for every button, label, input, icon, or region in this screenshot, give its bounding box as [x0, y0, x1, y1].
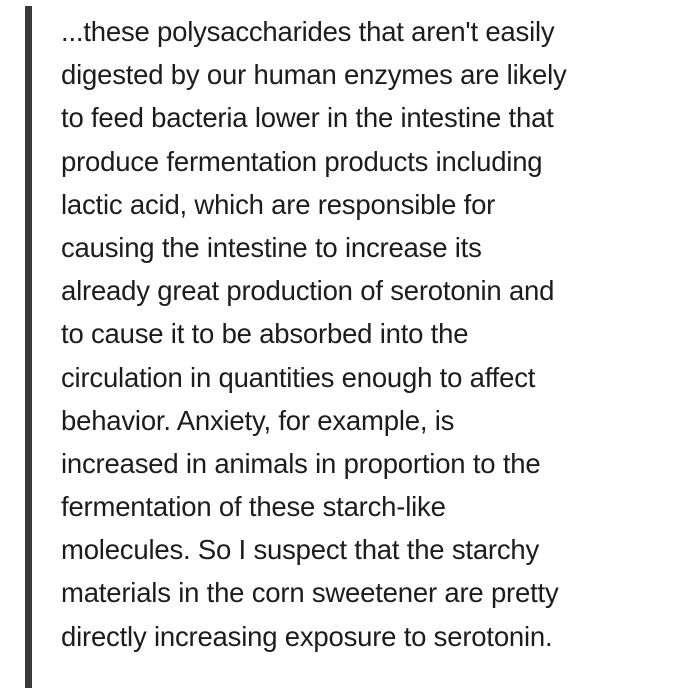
quote-line: digested by our human enzymes are likely	[61, 59, 567, 91]
quote-line: causing the intestine to increase its	[61, 231, 482, 263]
quote-line: increased in animals in proportion to the	[61, 447, 541, 479]
quote-line: molecules. So I suspect that the starchy	[61, 534, 540, 566]
quote-line: behavior. Anxiety, for example, is	[61, 404, 455, 436]
quote-line: lactic acid, which are responsible for	[61, 188, 496, 220]
quote-line: materials in the corn sweetener are pretty	[61, 577, 559, 609]
quote-line: to feed bacteria lower in the intestine that	[61, 102, 554, 134]
quote-line: fermentation of these starch-like	[61, 491, 446, 523]
quote-line: circulation in quantities enough to affect	[61, 361, 536, 393]
quote-text	[61, 10, 661, 658]
quote-bar	[25, 6, 32, 688]
quote-line: produce fermentation products including	[61, 145, 543, 177]
quote-line: directly increasing exposure to serotonin.	[61, 620, 553, 652]
quote-line: already great production of serotonin and	[61, 275, 555, 307]
quote-line: ...these polysaccharides that aren't easily	[61, 16, 555, 47]
quote-line: to cause it to be absorbed into the	[61, 318, 469, 350]
